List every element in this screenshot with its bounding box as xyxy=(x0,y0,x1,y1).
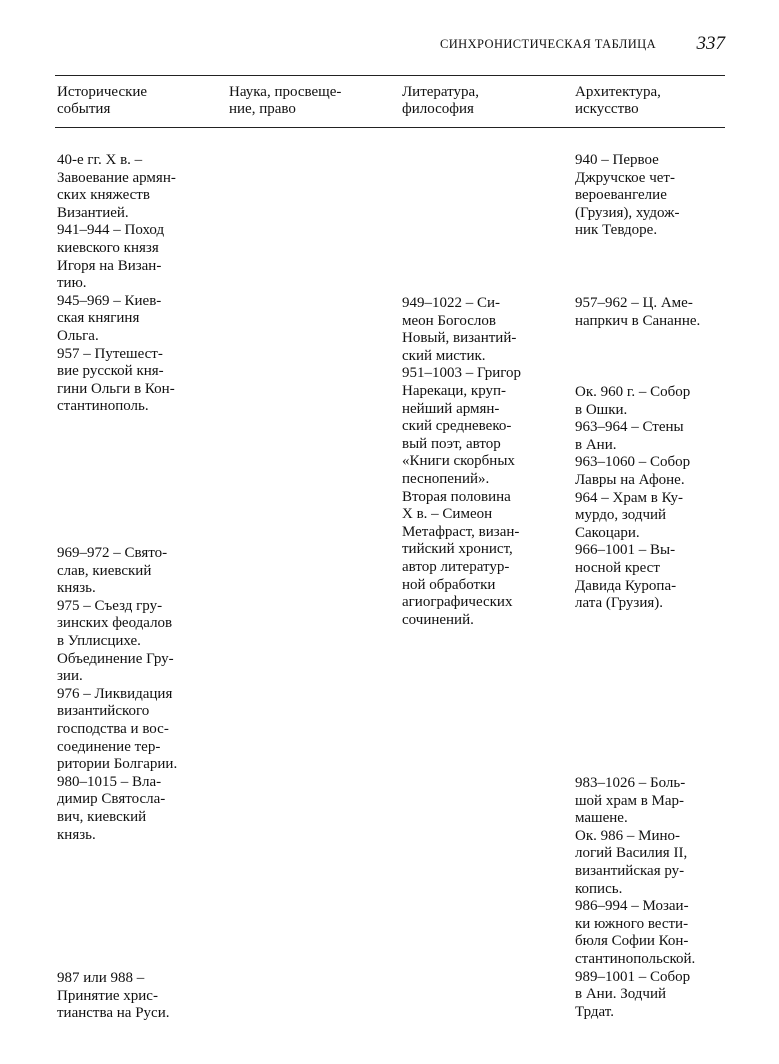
column-header-literature: Литература, философия xyxy=(402,84,479,117)
page-number: 337 xyxy=(696,33,725,54)
history-entry: 987 или 988 – Принятие хрис- тианства на Руси. xyxy=(57,970,170,1022)
column-header-science: Наука, просвеще- ние, право xyxy=(229,84,342,117)
running-head-title: СИНХРОНИСТИЧЕСКАЯ ТАБЛИЦА xyxy=(440,37,656,51)
architecture-entry: Ок. 960 г. – Собор в Ошки. 963–964 – Стены в Ани. 963–1060 – Собор Лавры на Афоне. 964 – Храм в Ку- мурдо, зодчий Сакоцари. 966–1001 – Вы- носной крест Давида Куропа- лата (Грузия). xyxy=(575,384,691,612)
history-entry: 969–972 – Свято- слав, киевский князь. 975 – Съезд гру- зинских феодалов в Уплисцихе. Объединение Гру- зии. 976 – Ликвидация византийского господства и вос- соединение тер- ритории Болгарии. 980–1015 – Вла- димир Святосла- вич, киевский князь. xyxy=(57,545,178,843)
architecture-entry: 983–1026 – Боль- шой храм в Мар- машене. Ок. 986 – Мино- логий Василия II, византийская ру- копись. 986–994 – Мозаи- ки южного вести- бюля Софии Кон- стантинопольской. 989–1001 – Собор в Ани. Зодчий Трдат. xyxy=(575,775,696,1020)
top-rule xyxy=(55,75,725,76)
architecture-entry: 940 – Первое Джручское чет- вероевангелие (Грузия), худож- ник Тевдоре. xyxy=(575,152,680,239)
history-entry: 40-е гг. X в. – Завоевание армян- ских княжеств Византией. 941–944 – Поход киевского князя Игоря на Визан- тию. 945–969 – Киев- ская княгиня Ольга. 957 – Путешест- вие русской кня- гини Ольги в Кон- стантинополь. xyxy=(57,152,176,415)
column-header-architecture: Архитектура, искусство xyxy=(575,84,661,117)
literature-entry: 949–1022 – Си- меон Богослов Новый, византий- ский мистик. 951–1003 – Григор Нарекаци, круп- нейший армян- ский средневеко- вый поэт, автор «Книги скорбных песнопений». Вторая половина X в. – Симеон Метафраст, визан- тийский хронист, автор литератур- ной обработки агиографических сочинений. xyxy=(402,295,522,628)
header-rule xyxy=(55,127,725,128)
architecture-entry: 957–962 – Ц. Аме- напркич в Сананне. xyxy=(575,295,701,329)
column-header-history: Исторические события xyxy=(57,84,148,117)
running-head xyxy=(440,33,725,55)
